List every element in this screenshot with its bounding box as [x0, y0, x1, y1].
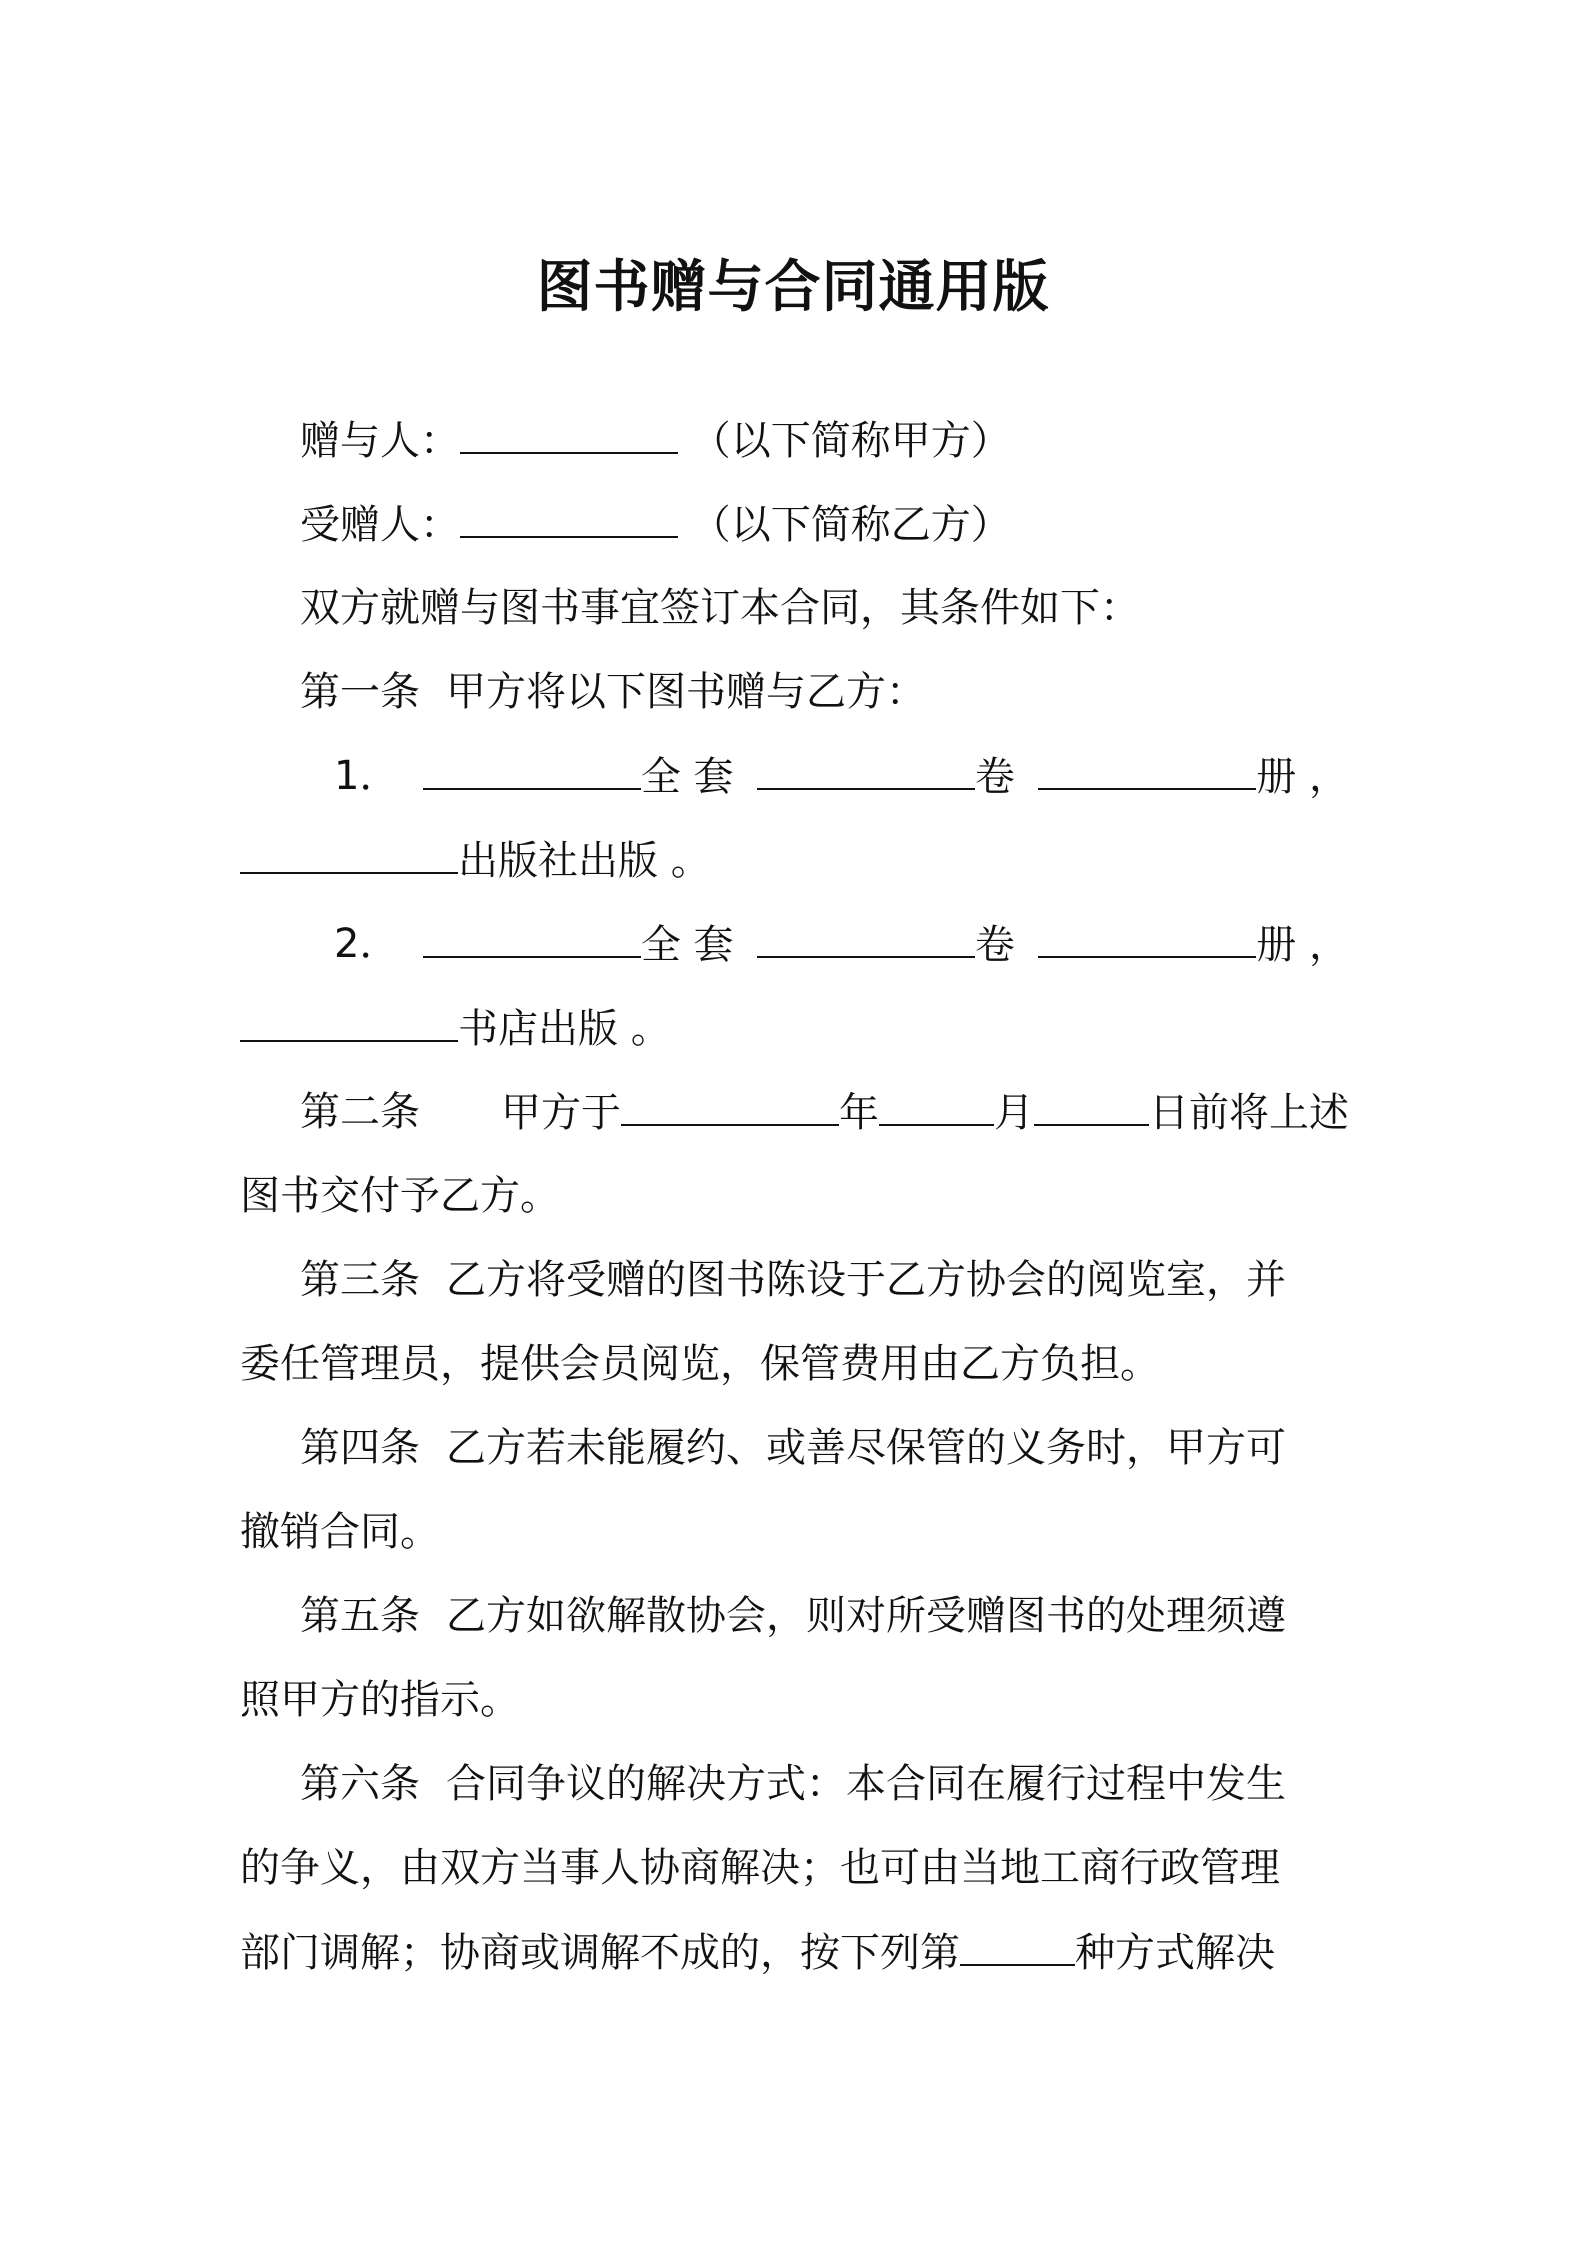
article3-head: 第三条 [300, 1257, 420, 1303]
article4-text: 乙方若未能履约、或善尽保管的义务时，甲方可 [446, 1425, 1286, 1471]
article2-year-blank[interactable] [621, 1084, 839, 1126]
article1-item2-row [334, 916, 1349, 973]
article4-head: 第四条 [300, 1425, 420, 1471]
item2-volume-blank[interactable] [757, 916, 975, 958]
item2-book-blank[interactable] [1038, 916, 1256, 958]
item2-book: 册 ， [1256, 922, 1349, 968]
recipient-suffix: （以下简称乙方） [690, 502, 1011, 548]
item1-publisher-blank[interactable] [240, 832, 458, 874]
article2-line [300, 1084, 1349, 1141]
article1-head: 第一条 [300, 669, 420, 715]
article6-head: 第六条 [300, 1761, 420, 1807]
article3-line [300, 1252, 1286, 1308]
article2-cont: 图书交付予乙方。 [240, 1173, 560, 1219]
document-title: 图书赠与合同通用版 [536, 255, 1050, 320]
article2-text-a: 甲方于 [501, 1090, 621, 1136]
article2-month-blank[interactable] [879, 1084, 994, 1126]
recipient-blank[interactable] [460, 496, 678, 538]
article3-text: 乙方将受赠的图书陈设于乙方协会的阅览室，并 [446, 1257, 1286, 1303]
item2-set: 全 套 [640, 922, 734, 968]
item2-publisher-blank[interactable] [240, 1000, 458, 1042]
recipient-label: 受赠人： [300, 502, 460, 548]
article6-cont2-b: 种方式解决 [1075, 1930, 1275, 1976]
item1-number: 1． [334, 753, 400, 799]
item1-book-blank[interactable] [1038, 748, 1256, 790]
item1-publisher: 出版社出版 。 [458, 838, 711, 884]
recipient-line [300, 496, 1011, 553]
item1-volume-blank[interactable] [757, 748, 975, 790]
donor-line [300, 412, 1011, 469]
article2-text-b: 日前将上述 [1149, 1090, 1349, 1136]
donor-blank[interactable] [460, 412, 678, 454]
article1-line [300, 664, 926, 720]
article6-cont2-a: 部门调解；协商或调解不成的，按下列第 [240, 1930, 960, 1976]
article5-line [300, 1588, 1286, 1644]
article1-item1-cont [240, 832, 711, 889]
item2-number: 2． [334, 921, 400, 967]
article6-method-blank[interactable] [960, 1924, 1075, 1966]
item1-book: 册 ， [1256, 754, 1349, 800]
article6-cont2 [240, 1924, 1275, 1981]
donor-label: 赠与人： [300, 418, 460, 464]
article6-line [300, 1756, 1286, 1812]
article5-cont: 照甲方的指示。 [240, 1677, 520, 1723]
article1-item2-cont [240, 1000, 671, 1057]
article5-head: 第五条 [300, 1593, 420, 1639]
item1-volume: 卷 [974, 754, 1015, 800]
item1-title-blank[interactable] [423, 748, 641, 790]
article2-day-blank[interactable] [1034, 1084, 1149, 1126]
article6-text: 合同争议的解决方式：本合同在履行过程中发生 [446, 1761, 1286, 1807]
item2-title-blank[interactable] [423, 916, 641, 958]
article1-text: 甲方将以下图书赠与乙方： [446, 669, 926, 715]
article4-line [300, 1420, 1286, 1476]
item2-volume: 卷 [974, 922, 1015, 968]
article1-item1-row [334, 748, 1349, 805]
intro-line: 双方就赠与图书事宜签订本合同，其条件如下： [300, 585, 1140, 631]
article2-head: 第二条 [300, 1089, 420, 1135]
article2-year: 年 [839, 1090, 879, 1136]
donor-suffix: （以下简称甲方） [690, 418, 1011, 464]
item2-publisher: 书店出版 。 [458, 1006, 671, 1052]
article6-cont1: 的争义，由双方当事人协商解决；也可由当地工商行政管理 [240, 1845, 1280, 1891]
article2-month: 月 [994, 1090, 1034, 1136]
article3-cont: 委任管理员，提供会员阅览，保管费用由乙方负担。 [240, 1341, 1160, 1387]
item1-set: 全 套 [640, 754, 734, 800]
article4-cont: 撤销合同。 [240, 1509, 440, 1555]
article5-text: 乙方如欲解散协会，则对所受赠图书的处理须遵 [446, 1593, 1286, 1639]
